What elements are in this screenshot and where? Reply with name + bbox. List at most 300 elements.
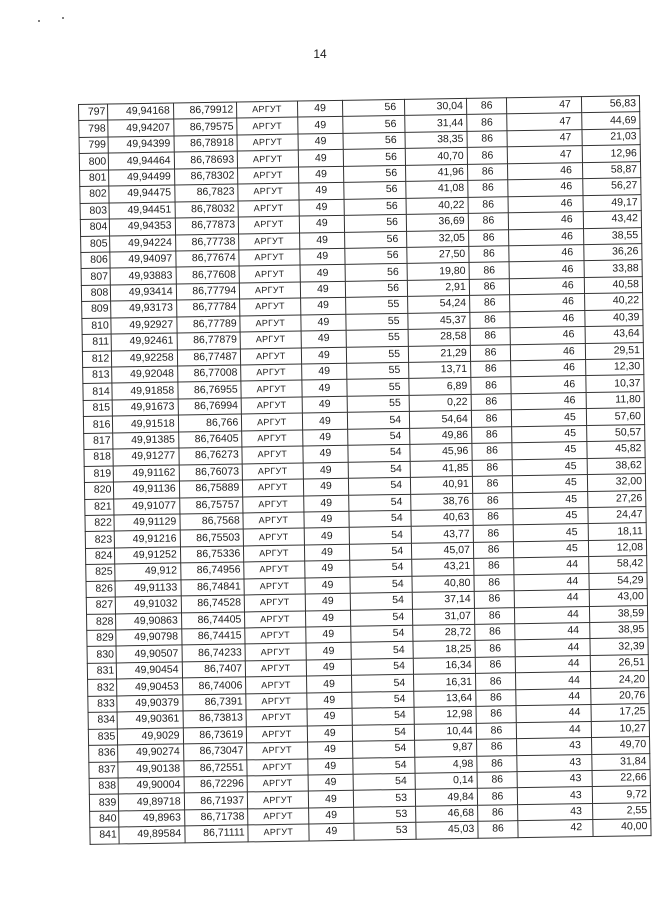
cell-c5: 54 — [350, 576, 412, 593]
cell-c5: 54 — [353, 740, 415, 757]
cell-name: АРГУТ — [241, 364, 302, 381]
cell-lat: 49,91673 — [112, 399, 178, 416]
cell-c6: 2,91 — [407, 279, 469, 296]
cell-c6: 54,24 — [408, 296, 470, 313]
cell-c6: 9,87 — [415, 739, 477, 756]
cell-c7: 86 — [470, 311, 511, 328]
cell-lat: 49,94097 — [110, 251, 176, 268]
cell-name: АРГУТ — [239, 233, 300, 250]
cell-lat: 49,91858 — [112, 382, 178, 399]
cell-c7: 86 — [474, 591, 515, 608]
cell-c5: 54 — [352, 675, 414, 692]
cell-c8: 46 — [510, 310, 585, 328]
cell-name: АРГУТ — [245, 643, 306, 660]
cell-lon: 86,7407 — [182, 661, 246, 678]
cell-c9: 32,39 — [590, 638, 648, 655]
cell-c7: 86 — [477, 804, 518, 821]
cell-c5: 56 — [345, 264, 407, 281]
cell-c8: 42 — [518, 820, 593, 838]
cell-c6: 40,91 — [410, 476, 472, 493]
cell-c7: 86 — [470, 344, 511, 361]
cell-c8: 46 — [511, 360, 586, 378]
cell-c9: 40,22 — [584, 293, 642, 310]
cell-c4: 49 — [303, 511, 349, 528]
cell-lat: 49,9029 — [118, 728, 184, 745]
cell-lon: 86,74528 — [181, 595, 245, 612]
cell-c6: 43,21 — [412, 559, 474, 576]
cell-c7: 86 — [472, 492, 513, 509]
cell-c9: 22,66 — [592, 770, 650, 787]
cell-c7: 86 — [476, 706, 517, 723]
cell-num: 818 — [84, 449, 114, 466]
cell-c4: 49 — [300, 298, 346, 315]
cell-c4: 49 — [304, 561, 350, 578]
cell-c6: 45,03 — [416, 822, 478, 839]
cell-c8: 46 — [510, 277, 585, 295]
cell-c9: 24,20 — [590, 671, 648, 688]
cell-c6: 21,29 — [408, 345, 470, 362]
coordinates-table-wrapper — [78, 95, 652, 844]
cell-c8: 45 — [513, 491, 588, 509]
cell-name: АРГУТ — [240, 315, 301, 332]
cell-c9: 12,96 — [582, 145, 640, 162]
cell-lon: 86,75889 — [179, 480, 243, 497]
cell-name: АРГУТ — [242, 446, 303, 463]
cell-lon: 86,74233 — [182, 644, 246, 661]
cell-c4: 49 — [307, 725, 353, 742]
cell-name: АРГУТ — [244, 545, 305, 562]
cell-c5: 56 — [344, 149, 406, 166]
cell-lat: 49,94475 — [109, 185, 175, 202]
cell-lat: 49,93883 — [110, 267, 176, 284]
cell-c5: 55 — [346, 329, 408, 346]
cell-lon: 86,72296 — [184, 776, 248, 793]
cell-c4: 49 — [306, 659, 352, 676]
cell-c8: 44 — [514, 557, 589, 575]
cell-name: АРГУТ — [247, 742, 308, 759]
cell-c7: 86 — [471, 394, 512, 411]
cell-c7: 86 — [471, 377, 512, 394]
cell-lat: 49,92258 — [112, 350, 178, 367]
cell-c9: 10,37 — [586, 375, 644, 392]
cell-name: АРГУТ — [239, 249, 300, 266]
cell-c5: 56 — [344, 182, 406, 199]
cell-c5: 54 — [353, 724, 415, 741]
cell-c4: 49 — [301, 330, 347, 347]
cell-c8: 47 — [507, 129, 582, 147]
cell-c4: 49 — [298, 166, 344, 183]
cell-c4: 49 — [302, 445, 348, 462]
cell-c8: 43 — [517, 738, 592, 756]
cell-name: АРГУТ — [247, 758, 308, 775]
cell-c4: 49 — [299, 248, 345, 265]
cell-lon: 86,73619 — [183, 727, 247, 744]
cell-num: 805 — [81, 236, 111, 253]
cell-c9: 20,76 — [591, 687, 649, 704]
cell-c7: 86 — [468, 196, 509, 213]
cell-num: 815 — [83, 400, 113, 417]
cell-c9: 33,88 — [584, 260, 642, 277]
cell-lon: 86,7568 — [180, 513, 244, 530]
cell-c5: 54 — [349, 494, 411, 511]
cell-num: 820 — [84, 482, 114, 499]
cell-lat: 49,91077 — [114, 497, 180, 514]
cell-c7: 86 — [476, 722, 517, 739]
cell-lon: 86,77738 — [175, 233, 239, 250]
cell-lon: 86,72551 — [183, 759, 247, 776]
cell-lon: 86,73813 — [183, 710, 247, 727]
cell-c4: 49 — [308, 774, 354, 791]
cell-num: 821 — [85, 498, 115, 515]
cell-lon: 86,7823 — [174, 184, 238, 201]
cell-lat: 49,94399 — [108, 136, 174, 153]
cell-lon: 86,7391 — [182, 694, 246, 711]
cell-c8: 46 — [509, 228, 584, 246]
cell-num: 840 — [90, 811, 120, 828]
cell-c8: 46 — [511, 376, 586, 394]
cell-lat: 49,94451 — [109, 202, 175, 219]
cell-c9: 32,00 — [587, 474, 645, 491]
cell-lat: 49,91032 — [116, 596, 182, 613]
cell-c7: 86 — [478, 821, 519, 838]
cell-name: АРГУТ — [243, 528, 304, 545]
cell-num: 813 — [83, 367, 113, 384]
cell-c6: 19,80 — [407, 263, 469, 280]
cell-lon: 86,75336 — [180, 546, 244, 563]
cell-c5: 54 — [348, 412, 410, 429]
cell-lon: 86,77873 — [175, 217, 239, 234]
cell-num: 798 — [79, 120, 109, 137]
cell-c9: 18,11 — [588, 523, 646, 540]
cell-c7: 86 — [473, 525, 514, 542]
cell-lat: 49,94224 — [110, 234, 176, 251]
cell-lon: 86,78693 — [174, 151, 238, 168]
cell-c5: 54 — [349, 477, 411, 494]
cell-c7: 86 — [472, 476, 513, 493]
cell-c8: 43 — [517, 754, 592, 772]
cell-name: АРГУТ — [239, 265, 300, 282]
cell-c7: 86 — [468, 180, 509, 197]
cell-c8: 44 — [516, 705, 591, 723]
cell-c6: 45,37 — [408, 312, 470, 329]
cell-c4: 49 — [298, 133, 344, 150]
cell-c6: 45,96 — [410, 444, 472, 461]
cell-num: 832 — [88, 679, 118, 696]
cell-lat: 49,91252 — [115, 547, 181, 564]
cell-num: 827 — [86, 597, 116, 614]
cell-num: 797 — [79, 104, 109, 121]
cell-c8: 45 — [512, 425, 587, 443]
cell-c6: 37,14 — [412, 591, 474, 608]
cell-lon: 86,77789 — [177, 316, 241, 333]
cell-c7: 86 — [468, 213, 509, 230]
cell-num: 837 — [89, 761, 119, 778]
cell-c5: 54 — [351, 625, 413, 642]
cell-lat: 49,90004 — [118, 777, 184, 794]
cell-c4: 49 — [308, 791, 354, 808]
cell-num: 816 — [83, 416, 113, 433]
cell-c4: 49 — [297, 100, 343, 117]
cell-c9: 58,42 — [588, 556, 646, 573]
cell-lon: 86,75503 — [180, 529, 244, 546]
cell-c4: 49 — [299, 199, 345, 216]
cell-lat: 49,91162 — [114, 465, 180, 482]
cell-name: АРГУТ — [245, 660, 306, 677]
cell-c6: 13,71 — [409, 361, 471, 378]
cell-c4: 49 — [303, 478, 349, 495]
cell-lon: 86,76073 — [179, 464, 243, 481]
cell-c7: 86 — [467, 147, 508, 164]
cell-c6: 46,68 — [416, 805, 478, 822]
cell-c6: 30,04 — [405, 98, 467, 115]
cell-c4: 49 — [302, 429, 348, 446]
cell-c7: 86 — [466, 98, 507, 115]
cell-num: 822 — [85, 515, 115, 532]
cell-c6: 0,22 — [409, 394, 471, 411]
cell-c6: 40,22 — [406, 197, 468, 214]
cell-lon: 86,77784 — [176, 299, 240, 316]
cell-name: АРГУТ — [247, 775, 308, 792]
cell-num: 834 — [88, 712, 118, 729]
cell-c7: 86 — [471, 426, 512, 443]
cell-c5: 56 — [344, 198, 406, 215]
cell-c8: 46 — [511, 343, 586, 361]
cell-c9: 27,26 — [587, 490, 645, 507]
cell-name: АРГУТ — [243, 496, 304, 513]
cell-lat: 49,912 — [115, 563, 181, 580]
cell-c9: 43,64 — [585, 326, 643, 343]
cell-c7: 86 — [472, 459, 513, 476]
cell-num: 817 — [84, 433, 114, 450]
cell-c9: 57,60 — [586, 408, 644, 425]
cell-c6: 40,80 — [412, 575, 474, 592]
cell-num: 810 — [82, 318, 112, 335]
cell-c9: 31,84 — [592, 753, 650, 770]
cell-c4: 49 — [308, 823, 354, 840]
cell-c5: 54 — [353, 773, 415, 790]
cell-c7: 86 — [467, 131, 508, 148]
cell-c8: 46 — [511, 392, 586, 410]
cell-num: 799 — [79, 137, 109, 154]
cell-num: 811 — [82, 334, 112, 351]
cell-name: АРГУТ — [240, 282, 301, 299]
cell-c8: 46 — [509, 261, 584, 279]
cell-num: 838 — [89, 778, 119, 795]
cell-c6: 32,05 — [407, 230, 469, 247]
cell-lat: 49,91385 — [113, 432, 179, 449]
cell-lon: 86,77794 — [176, 283, 240, 300]
cell-c4: 49 — [301, 363, 347, 380]
cell-c8: 45 — [514, 540, 589, 558]
cell-c6: 10,44 — [414, 723, 476, 740]
cell-c6: 16,31 — [414, 674, 476, 691]
cell-num: 825 — [86, 564, 116, 581]
cell-c8: 44 — [516, 688, 591, 706]
cell-c7: 86 — [475, 673, 516, 690]
cell-c5: 54 — [349, 510, 411, 527]
cell-c9: 45,82 — [587, 441, 645, 458]
cell-c6: 41,85 — [410, 460, 472, 477]
cell-name: АРГУТ — [238, 200, 299, 217]
cell-lon: 86,76994 — [178, 398, 242, 415]
cell-name: АРГУТ — [244, 578, 305, 595]
cell-lon: 86,78302 — [174, 168, 238, 185]
cell-num: 808 — [81, 285, 111, 302]
cell-c6: 49,84 — [415, 789, 477, 806]
cell-c9: 38,59 — [589, 605, 647, 622]
cell-c5: 54 — [350, 560, 412, 577]
cell-c4: 49 — [305, 610, 351, 627]
cell-c4: 49 — [304, 544, 350, 561]
cell-c4: 49 — [300, 281, 346, 298]
cell-num: 823 — [85, 531, 115, 548]
cell-c8: 43 — [518, 787, 593, 805]
cell-name: АРГУТ — [245, 611, 306, 628]
cell-num: 829 — [87, 630, 117, 647]
cell-lon: 86,79912 — [173, 102, 237, 119]
cell-c8: 44 — [515, 639, 590, 657]
cell-c8: 44 — [515, 590, 590, 608]
cell-c8: 46 — [510, 327, 585, 345]
cell-lat: 49,92927 — [111, 317, 177, 334]
cell-num: 804 — [80, 219, 110, 236]
cell-c4: 49 — [299, 215, 345, 232]
cell-name: АРГУТ — [237, 150, 298, 167]
cell-lat: 49,91129 — [114, 514, 180, 531]
cell-c7: 86 — [477, 788, 518, 805]
cell-name: АРГУТ — [244, 594, 305, 611]
cell-name: АРГУТ — [242, 413, 303, 430]
cell-lon: 86,73047 — [183, 743, 247, 760]
cell-name: АРГУТ — [238, 183, 299, 200]
cell-lon: 86,76405 — [178, 431, 242, 448]
cell-c8: 44 — [515, 606, 590, 624]
cell-c5: 55 — [347, 362, 409, 379]
cell-c8: 46 — [508, 179, 583, 197]
cell-lat: 49,94353 — [110, 218, 176, 235]
cell-c4: 49 — [308, 807, 354, 824]
cell-c9: 56,27 — [583, 178, 641, 195]
cell-c8: 46 — [508, 162, 583, 180]
cell-c8: 47 — [507, 97, 582, 115]
cell-c9: 58,87 — [582, 161, 640, 178]
cell-c4: 49 — [304, 528, 350, 545]
cell-lat: 49,89718 — [119, 793, 185, 810]
cell-c4: 49 — [297, 117, 343, 134]
cell-c7: 86 — [468, 229, 509, 246]
cell-lat: 49,92048 — [112, 366, 178, 383]
cell-c9: 40,58 — [584, 276, 642, 293]
cell-name: АРГУТ — [241, 348, 302, 365]
cell-lat: 49,91216 — [115, 530, 181, 547]
cell-c8: 45 — [513, 524, 588, 542]
scan-speck — [62, 17, 64, 19]
cell-c5: 54 — [353, 757, 415, 774]
cell-c4: 49 — [302, 396, 348, 413]
cell-c8: 44 — [517, 721, 592, 739]
cell-lon: 86,77674 — [175, 250, 239, 267]
cell-c4: 49 — [306, 692, 352, 709]
cell-name: АРГУТ — [246, 676, 307, 693]
cell-c9: 12,30 — [585, 359, 643, 376]
cell-c5: 56 — [343, 99, 405, 116]
cell-c8: 45 — [513, 507, 588, 525]
cell-lon: 86,78918 — [174, 135, 238, 152]
scan-speck — [38, 20, 40, 22]
cell-name: АРГУТ — [245, 627, 306, 644]
cell-num: 836 — [89, 745, 119, 762]
cell-c8: 45 — [512, 442, 587, 460]
cell-c9: 56,83 — [581, 96, 639, 113]
cell-lat: 49,94168 — [108, 103, 174, 120]
cell-num: 824 — [85, 548, 115, 565]
cell-c6: 40,63 — [411, 509, 473, 526]
cell-c6: 31,44 — [405, 115, 467, 132]
cell-c4: 49 — [299, 232, 345, 249]
cell-c6: 54,64 — [409, 411, 471, 428]
cell-c7: 86 — [473, 542, 514, 559]
cell-lon: 86,78032 — [175, 201, 239, 218]
page-number: 14 — [313, 47, 327, 61]
cell-num: 833 — [88, 696, 118, 713]
cell-c9: 40,00 — [593, 819, 651, 836]
cell-c4: 49 — [307, 708, 353, 725]
cell-c4: 49 — [306, 676, 352, 693]
cell-c4: 49 — [298, 150, 344, 167]
cell-c6: 38,35 — [405, 131, 467, 148]
cell-c5: 54 — [349, 461, 411, 478]
cell-num: 830 — [87, 646, 117, 663]
cell-lat: 49,90798 — [116, 629, 182, 646]
cell-lat: 49,90453 — [117, 678, 183, 695]
cell-c5: 55 — [347, 379, 409, 396]
cell-c6: 28,58 — [408, 328, 470, 345]
cell-num: 803 — [80, 203, 110, 220]
cell-c6: 45,07 — [412, 542, 474, 559]
cell-c7: 86 — [474, 558, 515, 575]
cell-c4: 49 — [304, 577, 350, 594]
cell-name: АРГУТ — [241, 397, 302, 414]
cell-name: АРГУТ — [240, 331, 301, 348]
cell-name: АРГУТ — [240, 298, 301, 315]
cell-c6: 31,07 — [413, 608, 475, 625]
cell-c7: 86 — [477, 755, 518, 772]
cell-num: 800 — [79, 153, 109, 170]
cell-c4: 49 — [300, 265, 346, 282]
cell-num: 801 — [80, 170, 110, 187]
cell-lat: 49,93414 — [111, 284, 177, 301]
cell-c9: 49,70 — [591, 737, 649, 754]
cell-c6: 6,89 — [409, 378, 471, 395]
cell-name: АРГУТ — [237, 101, 298, 118]
cell-num: 841 — [90, 827, 120, 844]
cell-c8: 44 — [514, 573, 589, 591]
cell-lat: 49,90274 — [118, 744, 184, 761]
cell-c9: 38,95 — [589, 622, 647, 639]
cell-c4: 49 — [305, 593, 351, 610]
cell-c8: 43 — [518, 803, 593, 821]
cell-c8: 45 — [512, 458, 587, 476]
cell-c5: 53 — [354, 823, 416, 840]
cell-c7: 86 — [469, 246, 510, 263]
cell-c9: 2,55 — [592, 802, 650, 819]
cell-c4: 49 — [303, 462, 349, 479]
cell-name: АРГУТ — [241, 380, 302, 397]
cell-lon: 86,766 — [178, 414, 242, 431]
cell-c8: 47 — [508, 146, 583, 164]
cell-c4: 49 — [302, 413, 348, 430]
cell-c6: 28,72 — [413, 624, 475, 641]
